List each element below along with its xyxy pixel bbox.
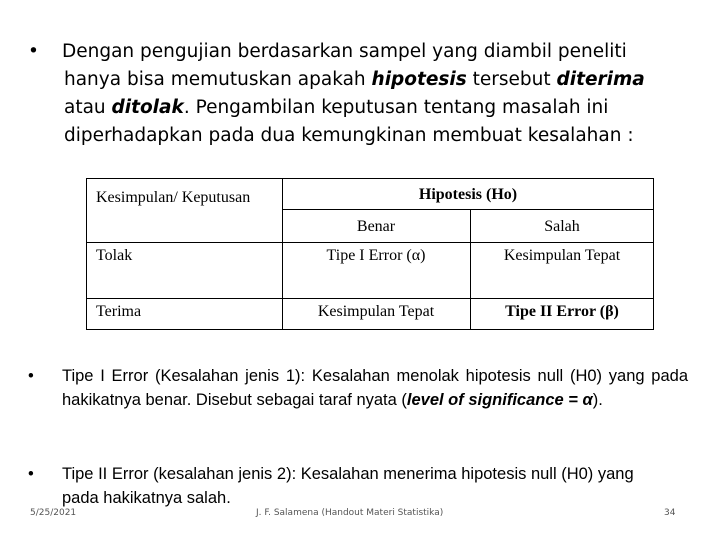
text-run: . Pengambilan keputusan tentang masalah ini	[183, 97, 609, 118]
emphasis-level-of-significance: level of significance = α	[406, 391, 593, 409]
cell-kesimpulan-tepat-1: Kesimpulan Tepat	[503, 247, 621, 264]
text-run: hanya bisa memutuskan apakah	[64, 69, 372, 90]
bullet-1-line-4: diperhadapkan pada dua kemungkinan membuat kesalahan :	[64, 125, 634, 146]
emphasis-diterima: diterima	[556, 69, 645, 90]
bullet-dot: •	[28, 41, 39, 62]
emphasis-hipotesis: hipotesis	[371, 69, 467, 90]
hypothesis-decision-table	[86, 178, 654, 330]
bullet-dot: •	[28, 367, 34, 385]
table-border-top	[86, 178, 654, 179]
text-run: tersebut	[466, 69, 557, 90]
bullet-1-line-2	[64, 66, 694, 94]
table-border-header	[86, 242, 654, 243]
footer-date: 5/25/2021	[30, 508, 77, 518]
table-border-group	[282, 209, 654, 210]
header-hipotesis: Hipotesis (Ho)	[418, 186, 518, 203]
bullet-1-text	[64, 38, 694, 150]
bullet-dot: •	[28, 465, 34, 483]
footer-page-number: 34	[664, 508, 676, 518]
emphasis-ditolak: ditolak	[111, 97, 184, 118]
table-border-left	[86, 178, 87, 330]
cell-kesimpulan-tepat-2: Kesimpulan Tepat	[317, 303, 435, 320]
text-run: Tipe I Error (Kesalahan jenis 1): Kesalahan menolak hipotesis null (H0) yang pada hakikatnya benar. Disebut sebagai taraf nyata (	[62, 367, 688, 409]
header-kesimpulan: Kesimpulan/ Keputusan	[96, 189, 251, 206]
header-benar: Benar	[356, 218, 396, 235]
cell-tipe-ii-error: Tipe II Error (β)	[505, 303, 619, 320]
cell-tipe-i-error: Tipe I Error (α)	[326, 247, 426, 264]
bullet-1-line-1: Dengan pengujian berdasarkan sampel yang diambil peneliti	[62, 41, 627, 62]
bullet-2-text	[62, 364, 688, 412]
row-label-terima: Terima	[96, 303, 142, 320]
table-border-row1	[86, 298, 654, 299]
footer-author: J. F. Salamena (Handout Materi Statistika)	[256, 508, 444, 518]
header-salah: Salah	[544, 218, 580, 235]
table-border-bottom	[86, 329, 654, 330]
text-run: ).	[592, 391, 603, 409]
bullet-3-text: Tipe II Error (kesalahan jenis 2): Kesalahan menerima hipotesis null (H0) yang pada hakikatnya salah.	[62, 465, 634, 507]
text-run: atau	[64, 97, 112, 118]
bullet-1-line-3	[64, 94, 694, 122]
row-label-tolak: Tolak	[96, 247, 133, 264]
